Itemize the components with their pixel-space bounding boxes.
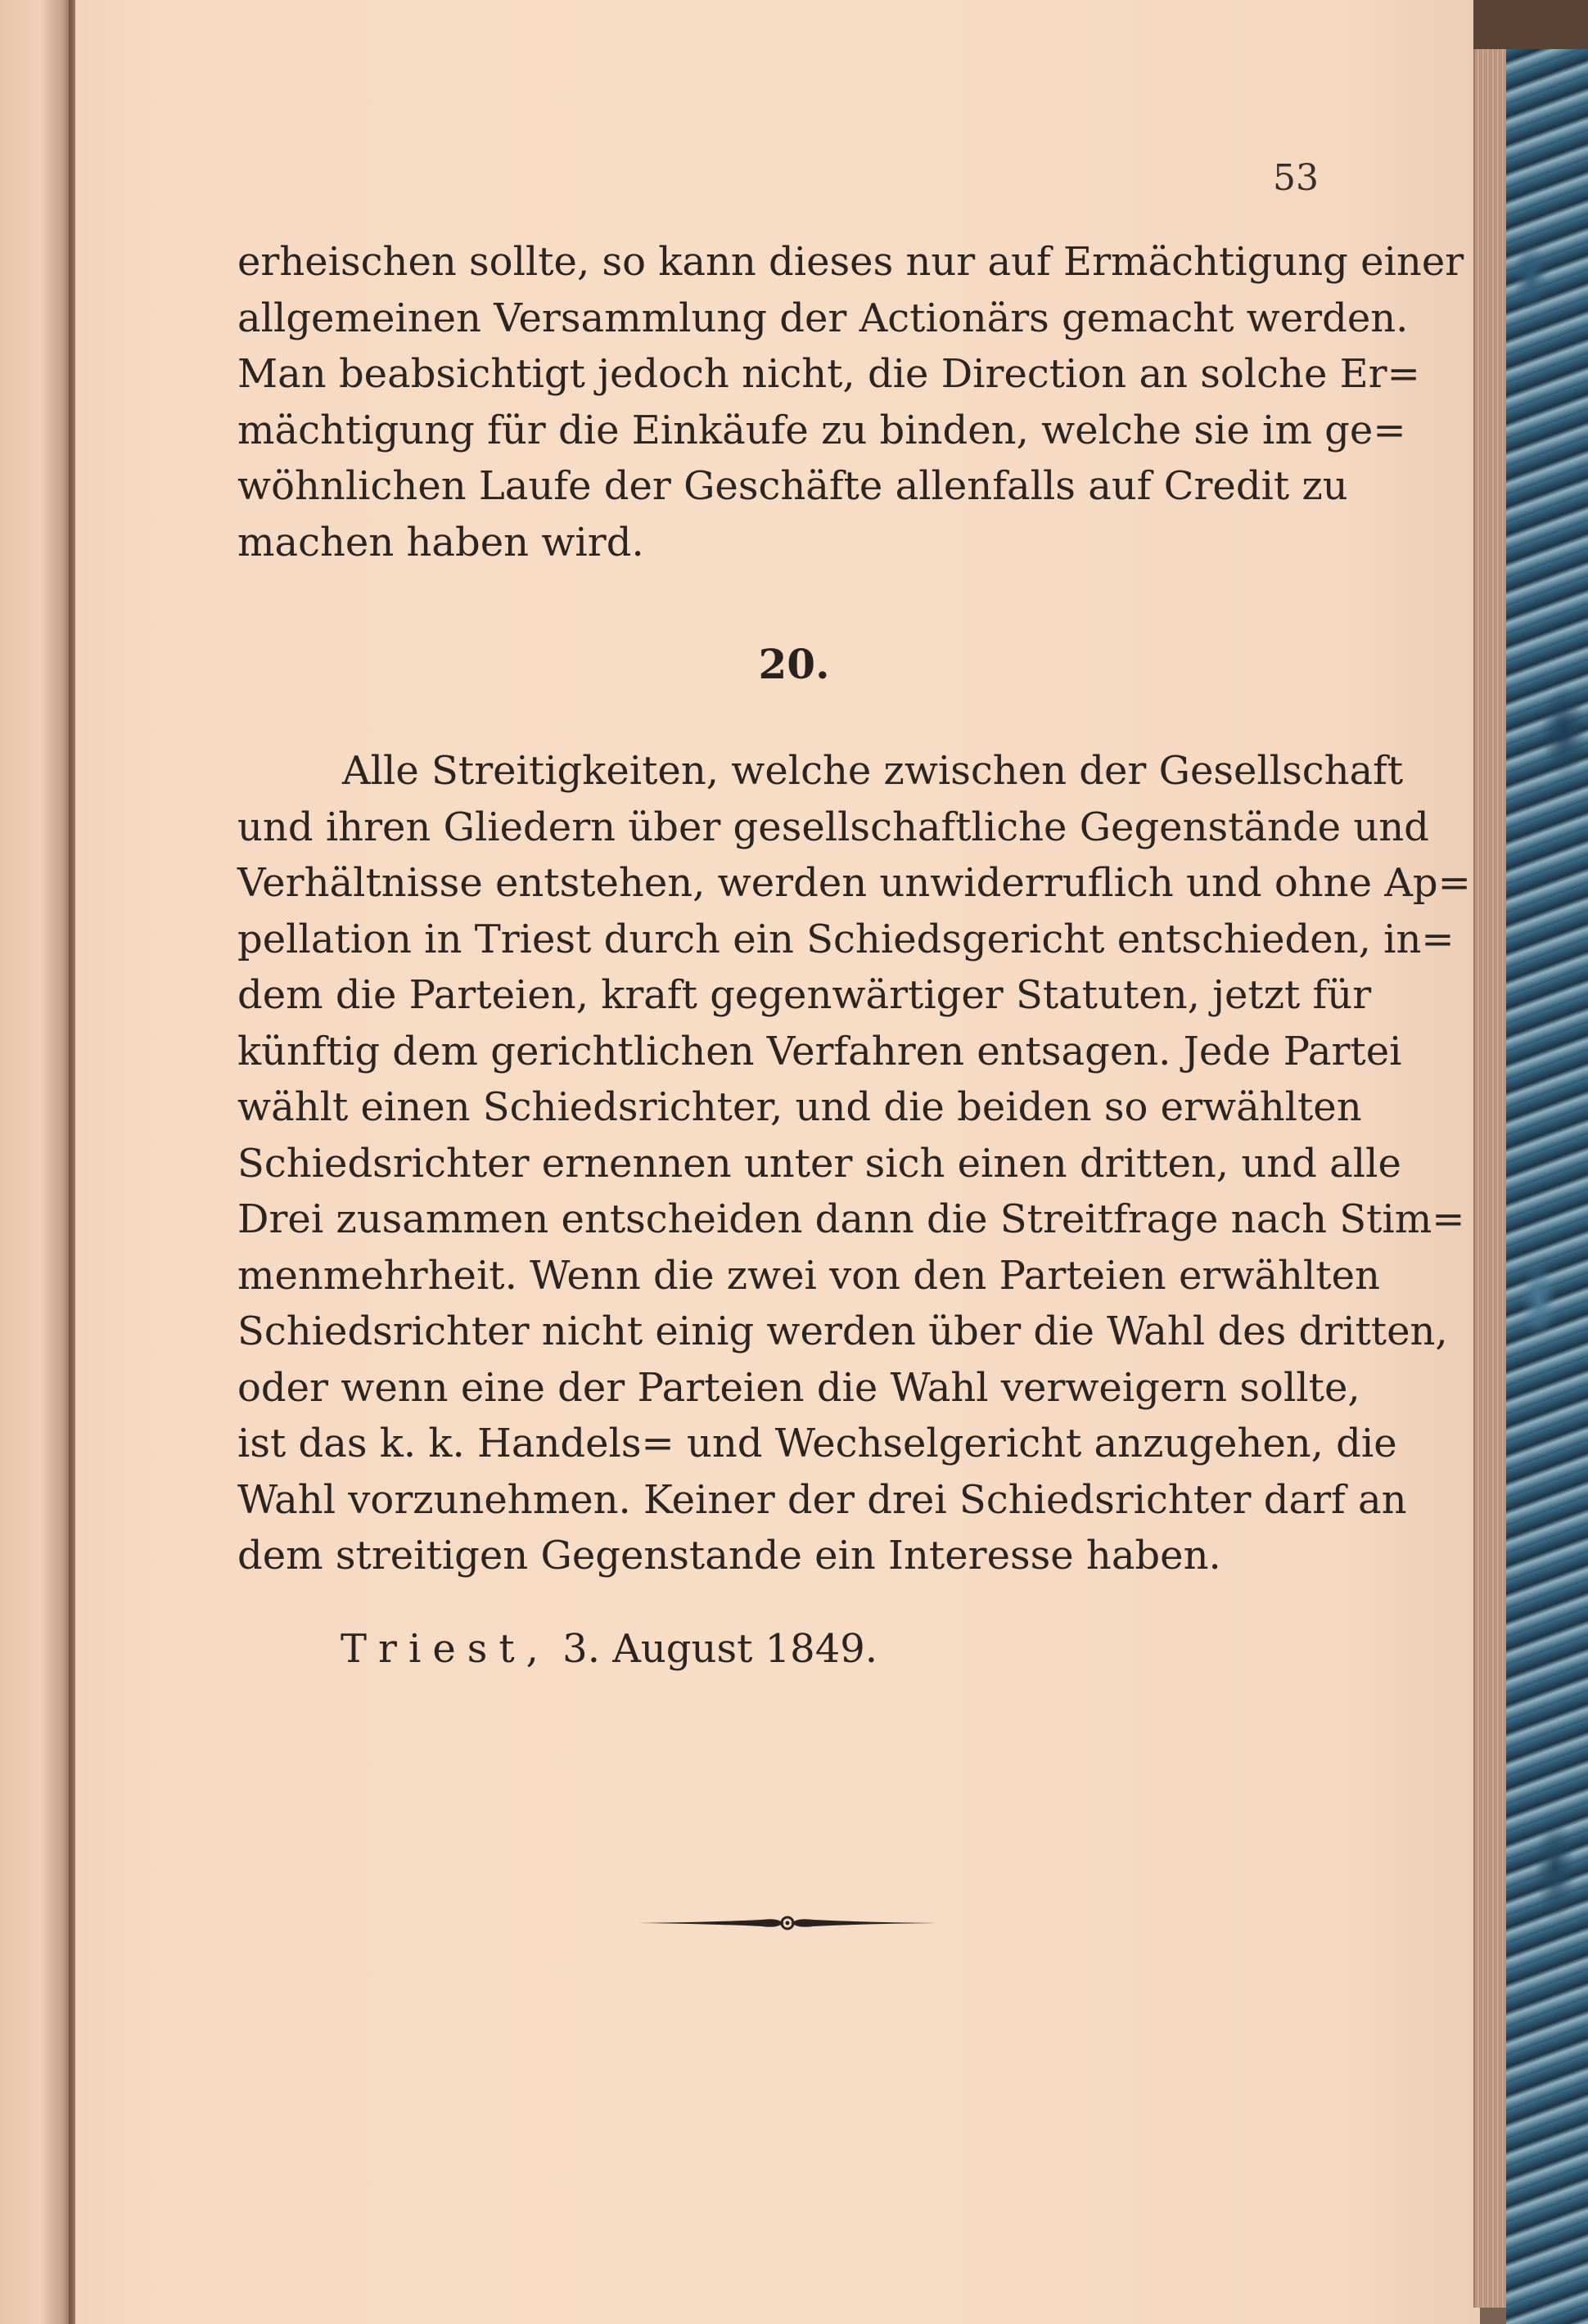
marbled-cover xyxy=(1506,49,1588,2324)
text-line: Drei zusammen entscheiden dann die Streitfrage nach Stim= xyxy=(237,1196,1465,1242)
text-line: dem die Parteien, kraft gegenwärtiger Statuten, jetzt für xyxy=(237,972,1372,1018)
facing-page-edge xyxy=(0,0,72,2324)
dateline-date: 3. August 1849. xyxy=(562,1626,878,1672)
text-line: künftig dem gerichtlichen Verfahren entsagen. Jede Partei xyxy=(237,1028,1402,1074)
text-line: und ihren Gliedern über gesellschaftliche Gegenstände und xyxy=(237,804,1429,850)
paragraph-1 xyxy=(237,234,1464,570)
text-line: ist das k. k. Handels= und Wechselgericht anzugehen, die xyxy=(237,1421,1397,1466)
page-edges xyxy=(1473,49,1508,2308)
text-line: mächtigung für die Einkäufe zu binden, welche sie im ge= xyxy=(237,407,1406,453)
dateline-place: Triest, xyxy=(341,1626,550,1672)
text-line: Alle Streitigkeiten, welche zwischen der Gesellschaft xyxy=(342,748,1404,794)
text-line: wählt einen Schiedsrichter, und die beiden so erwählten xyxy=(237,1084,1362,1130)
text-line: wöhnlichen Laufe der Geschäfte allenfalls auf Credit zu xyxy=(237,463,1348,509)
text-line: Schiedsrichter nicht einig werden über die Wahl des dritten, xyxy=(237,1308,1448,1354)
page-number: 53 xyxy=(1273,157,1319,199)
text-line: Man beabsichtigt jedoch nicht, die Direction an solche Er= xyxy=(237,351,1420,397)
paragraph-2 xyxy=(237,743,1471,1584)
text-line: Wahl vorzunehmen. Keiner der drei Schiedsrichter darf an xyxy=(237,1476,1407,1523)
text-line: Verhältnisse entstehen, werden unwiderruflich und ohne Ap= xyxy=(237,860,1471,906)
text-line: dem streitigen Gegenstande ein Interesse haben. xyxy=(237,1533,1221,1579)
ornament-divider xyxy=(638,1913,936,1933)
text-line: allgemeinen Versammlung der Actionärs gemacht werden. xyxy=(237,295,1409,341)
dateline xyxy=(341,1626,877,1672)
text-line: oder wenn eine der Parteien die Wahl verweigern sollte, xyxy=(237,1364,1360,1411)
section-number: 20. xyxy=(758,640,830,688)
text-line: Schiedsrichter ernennen unter sich einen dritten, und alle xyxy=(237,1140,1401,1187)
text-line: pellation in Triest durch ein Schiedsgericht entschieden, in= xyxy=(237,916,1455,962)
text-line: machen haben wird. xyxy=(237,519,644,565)
text-line: menmehrheit. Wenn die zwei von den Parteien erwählten xyxy=(237,1252,1380,1299)
text-line: erheischen sollte, so kann dieses nur auf Ermächtigung einer xyxy=(237,239,1464,285)
cover-top-edge xyxy=(1473,0,1588,52)
